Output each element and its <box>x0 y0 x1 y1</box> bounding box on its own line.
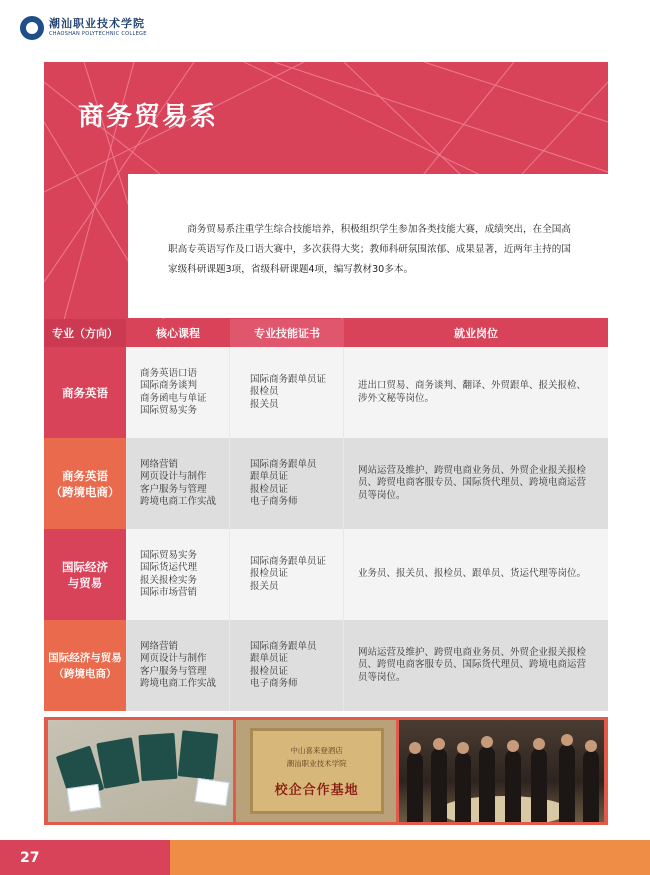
course-item: 跨境电商工作实战 <box>140 678 217 689</box>
major-cell <box>44 620 126 711</box>
course-item: 网页设计与制作 <box>140 653 207 664</box>
courses-cell <box>126 438 230 529</box>
student-head <box>409 742 421 754</box>
header-certificates: 专业技能证书 <box>230 319 344 347</box>
jobs-text: 网站运营及维护、跨贸电商业务员、外贸企业报关报检员、跨贸电商客服专员、国际货代理员、跨境电商运营员等岗位。 <box>358 464 587 501</box>
student-figure <box>505 750 521 822</box>
cert-item: 跟单员证 <box>250 471 289 482</box>
student-figure <box>407 752 423 822</box>
courses-cell <box>126 347 230 438</box>
student-head <box>533 738 545 750</box>
certificate-booklet <box>96 737 139 789</box>
student-figure <box>479 746 495 822</box>
certificates-photo <box>48 720 233 822</box>
course-item: 商务函电与单证 <box>140 392 207 404</box>
cert-item: 报检员 <box>250 386 279 398</box>
jobs-cell <box>344 347 608 438</box>
jobs-text: 网站运营及维护、跨贸电商业务员、外贸企业报关报检员、跨贸电商客服专员、国际货代理员、跨境电商运营员等岗位。 <box>358 646 587 683</box>
major-name: 国际经济与贸易 <box>48 651 122 664</box>
cert-item: 国际商务跟单员 <box>250 458 317 470</box>
student-figure <box>455 752 471 822</box>
student-figure <box>583 750 599 822</box>
intro-paragraph: 商务贸易系注重学生综合技能培养，积极组织学生参加各类技能大赛，成绩突出，在全国高职高专英语写作及口语大赛中，多次获得大奖；教师科研氛围浓郁、成果显著，近两年主持的国家级科研课题3项，省级科研课题4项，编写教材30多本。 <box>168 224 571 275</box>
logo-english-name: CHAOSHAN POLYTECHNIC COLLEGE <box>49 31 147 37</box>
table-row <box>44 347 608 438</box>
cert-item: 报检员证 <box>250 665 289 677</box>
major-cell <box>44 529 126 620</box>
student-head <box>481 736 493 748</box>
cert-item: 报关员 <box>250 580 279 592</box>
cert-item: 电子商务师 <box>250 678 298 689</box>
header-courses: 核心课程 <box>156 327 200 340</box>
student-head <box>585 740 597 752</box>
table-row <box>44 529 608 620</box>
table-header <box>44 319 608 347</box>
student-figure <box>431 748 447 822</box>
plaque-hotel-name: 中山喜来登酒店 <box>290 746 343 755</box>
logo-text <box>49 18 147 38</box>
cert-item: 报关员 <box>250 398 279 410</box>
course-item: 跨境电商工作实战 <box>140 496 217 507</box>
major-cell <box>44 438 126 529</box>
major-name: 商务英语 <box>62 385 108 400</box>
course-item: 网络营销 <box>140 458 179 470</box>
course-item: 国际市场营销 <box>140 587 198 598</box>
certificate-booklet <box>178 730 219 780</box>
course-item: 客户服务与管理 <box>140 483 207 495</box>
jobs-text: 业务员、报关员、报检员、跟单员、货运代理等岗位。 <box>358 568 587 580</box>
id-badge <box>66 784 101 812</box>
page-footer <box>0 840 650 875</box>
certs-cell <box>230 529 344 620</box>
major-name: 商务英语 <box>62 468 108 483</box>
student-head <box>433 738 445 750</box>
plaque-photo <box>236 720 397 822</box>
student-figure <box>559 744 575 822</box>
certs-cell <box>230 620 344 711</box>
table-row <box>44 620 608 711</box>
course-item: 网页设计与制作 <box>140 471 207 482</box>
cert-item: 跟单员证 <box>250 653 289 664</box>
course-item: 国际货运代理 <box>140 562 198 573</box>
college-logo <box>20 16 147 40</box>
header-major: 专业（方向） <box>44 319 126 347</box>
plaque-title: 校企合作基地 <box>274 783 359 798</box>
major-name: 国际经济 <box>62 559 108 574</box>
plaque-college-name: 潮汕职业技术学院 <box>286 759 347 768</box>
photo-strip <box>44 717 608 825</box>
courses-cell <box>126 529 230 620</box>
course-item: 国际贸易实务 <box>140 549 198 561</box>
students-photo <box>399 720 604 822</box>
jobs-cell <box>344 438 608 529</box>
course-item: 国际商务谈判 <box>140 380 198 391</box>
courses-cell <box>126 620 230 711</box>
student-head <box>457 742 469 754</box>
student-head <box>561 734 573 746</box>
certs-cell <box>230 347 344 438</box>
id-badge <box>194 778 229 806</box>
major-cell <box>44 347 126 438</box>
cert-item: 国际商务跟单员 <box>250 640 317 652</box>
jobs-text: 进出口贸易、商务谈判、翻译、外贸跟单、报关报检、涉外文秘等岗位。 <box>358 380 587 404</box>
cert-item: 电子商务师 <box>250 496 298 507</box>
course-item: 国际贸易实务 <box>140 405 198 416</box>
department-title: 商务贸易系 <box>78 102 219 132</box>
major-direction: （跨境电商） <box>50 484 120 499</box>
college-emblem-icon <box>20 16 44 40</box>
page-number: 27 <box>0 840 170 875</box>
cert-item: 国际商务跟单员证 <box>250 555 327 567</box>
jobs-cell <box>344 620 608 711</box>
intro-box <box>128 174 608 318</box>
course-item: 客户服务与管理 <box>140 665 207 677</box>
cert-item: 报检员证 <box>250 483 289 495</box>
student-head <box>507 740 519 752</box>
course-item: 网络营销 <box>140 640 179 652</box>
course-item: 商务英语口语 <box>140 367 198 379</box>
cert-item: 国际商务跟单员证 <box>250 373 327 385</box>
footer-bar <box>170 840 650 875</box>
cert-item: 报检员证 <box>250 568 289 580</box>
logo-chinese-name: 潮汕职业技术学院 <box>49 17 145 30</box>
certs-cell <box>230 438 344 529</box>
course-item: 报关报检实务 <box>140 574 198 586</box>
student-figure <box>531 748 547 822</box>
certificate-booklet <box>138 733 177 781</box>
major-name-line2: 与贸易 <box>67 575 103 590</box>
major-direction: （跨境电商） <box>53 667 117 680</box>
header-jobs: 就业岗位 <box>454 327 498 340</box>
cooperation-plaque <box>250 728 384 814</box>
table-row <box>44 438 608 529</box>
jobs-cell <box>344 529 608 620</box>
majors-table <box>44 319 608 711</box>
